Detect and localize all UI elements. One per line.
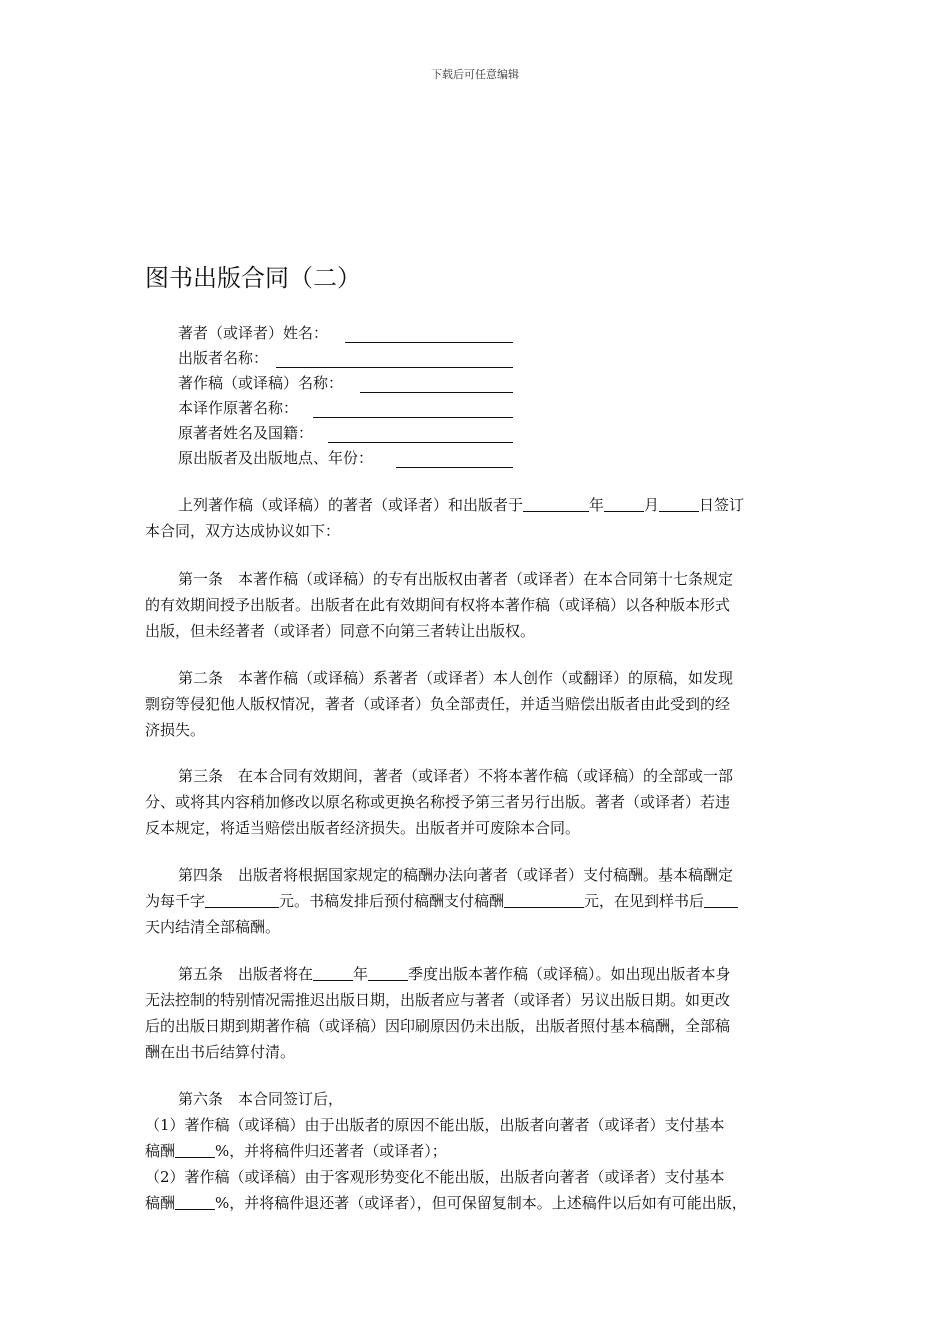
para-line: （1）著作稿（或译稿）由于出版者的原因不能出版，出版者向著者（或译者）支付基本 [145, 1116, 725, 1134]
date-month-blank[interactable] [604, 494, 644, 512]
field-original-publisher [178, 446, 373, 470]
para-line: 后的出版日期到期著作稿（或译稿）因印刷原因仍未出版，出版者照付基本稿酬，全部稿 [145, 1017, 731, 1035]
article-2 [145, 665, 825, 743]
field-publisher-name [178, 346, 268, 370]
advance-amount-blank[interactable] [504, 890, 584, 908]
field-original-author [178, 421, 313, 445]
art6-text: %，并将稿件退还著（或译者），但可保留复制本。上述稿件以后如有可能出版， [215, 1194, 747, 1212]
settlement-days-blank[interactable] [704, 890, 738, 908]
document-title: 图书出版合同（二） [145, 264, 361, 292]
year-label: 年 [589, 496, 605, 514]
article-3 [145, 763, 825, 841]
para-line: 第六条 本合同签订后， [178, 1090, 344, 1108]
field-label: 著者（或译者）姓名： [178, 324, 329, 342]
field-original-title [178, 396, 298, 420]
day-label: 日签订 [699, 496, 745, 514]
month-label: 月 [644, 496, 660, 514]
art6-text: 稿酬 [145, 1194, 176, 1212]
para-line: 无法控制的特别情况需推迟出版日期，出版者应与著者（或译者）另议出版日期。如更改 [145, 991, 731, 1009]
publish-year-blank[interactable] [313, 963, 353, 981]
field-label: 本译作原著名称： [178, 399, 299, 417]
art4-text: 为每千字 [145, 892, 206, 910]
para-line [145, 961, 825, 987]
fill-line[interactable] [328, 442, 513, 443]
intro-paragraph [145, 492, 825, 544]
para-line: 第四条 出版者将根据国家规定的稿酬办法向著者（或译者）支付稿酬。基本稿酬定 [178, 866, 734, 884]
para-line [145, 1138, 825, 1164]
para-line: 的有效期间授予出版者。出版者在此有效期间有权将本著作稿（或译稿）以各种版本形式 [145, 596, 731, 614]
para-line: 第二条 本著作稿（或译稿）系著者（或译者）本人创作（或翻译）的原稿，如发现 [178, 669, 734, 687]
date-day-blank[interactable] [659, 494, 699, 512]
fill-line[interactable] [345, 342, 513, 343]
fill-line[interactable] [313, 417, 513, 418]
para-line: 反本规定，将适当赔偿出版者经济损失。出版者并可废除本合同。 [145, 819, 581, 837]
para-line: 酬在出书后结算付清。 [145, 1043, 296, 1061]
article-1 [145, 566, 825, 644]
article-5 [145, 961, 825, 1065]
para-line: 出版，但未经著者（或译者）同意不向第三者转让出版权。 [145, 622, 536, 640]
para-line: 本合同，双方达成协议如下： [145, 522, 341, 540]
art4-text: 元，在见到样书后 [584, 892, 705, 910]
para-line [145, 492, 825, 518]
percent-blank-2[interactable] [175, 1192, 215, 1210]
publish-quarter-blank[interactable] [368, 963, 408, 981]
field-label: 原出版者及出版地点、年份： [178, 449, 374, 467]
intro-text: 上列著作稿（或译稿）的著者（或译者）和出版者于 [178, 496, 524, 514]
art6-text: %，并将稿件归还著者（或译者）； [215, 1142, 447, 1160]
fill-line[interactable] [396, 467, 513, 468]
fill-line[interactable] [276, 367, 513, 368]
art5-text: 季度出版本著作稿（或译稿）。如出现出版者本身 [408, 965, 731, 983]
para-line: （2）著作稿（或译稿）由于客观形势变化不能出版，出版者向著者（或译者）支付基本 [145, 1168, 725, 1186]
para-line: 第一条 本著作稿（或译稿）的专有出版权由著者（或译者）在本合同第十七条规定 [178, 570, 734, 588]
field-manuscript-name [178, 371, 343, 395]
article-6 [145, 1086, 825, 1216]
para-line: 剽窃等侵犯他人版权情况，著者（或译者）负全部责任，并适当赔偿出版者由此受到的经 [145, 695, 731, 713]
art5-text: 第五条 出版者将在 [178, 965, 314, 983]
para-line: 第三条 在本合同有效期间，著者（或译者）不将本著作稿（或译稿）的全部或一部 [178, 767, 734, 785]
art6-text: 稿酬 [145, 1142, 176, 1160]
para-line: 天内结清全部稿酬。 [145, 918, 281, 936]
art4-text: 元。书稿发排后预付稿酬支付稿酬 [279, 892, 505, 910]
para-line [145, 888, 825, 914]
para-line: 分、或将其内容稍加修改以原名称或更换名称授予第三者另行出版。著者（或译者）若违 [145, 793, 731, 811]
para-line: 济损失。 [145, 721, 206, 739]
field-label: 著作稿（或译稿）名称： [178, 374, 344, 392]
article-4 [145, 862, 825, 940]
art5-text: 年 [353, 965, 369, 983]
field-label: 原著者姓名及国籍： [178, 424, 314, 442]
field-author-name [178, 321, 328, 345]
fill-line[interactable] [360, 392, 513, 393]
percent-blank-1[interactable] [175, 1140, 215, 1158]
field-label: 出版者名称： [178, 349, 269, 367]
page-header: 下载后可任意编辑 [431, 68, 519, 81]
rate-per-thousand-blank[interactable] [205, 890, 279, 908]
para-line [145, 1190, 825, 1216]
date-year-blank[interactable] [523, 494, 589, 512]
